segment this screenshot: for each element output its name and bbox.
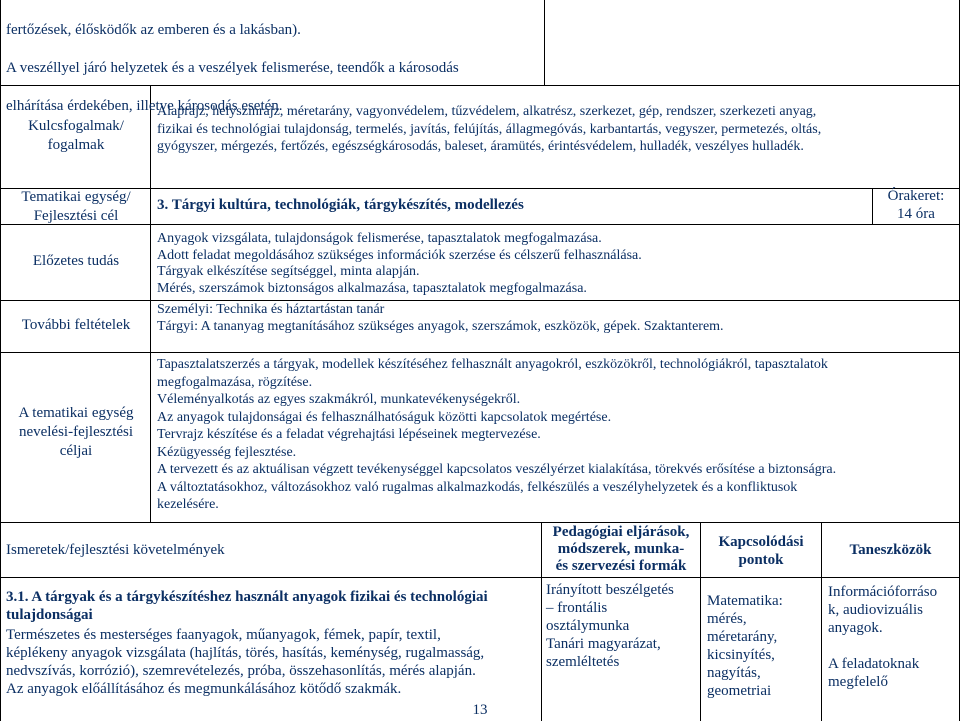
taneszkozok-text: Információforráso k, audiovizuális anyagok. A feladatoknak megfelelő [828,584,938,690]
top-text-line: fertőzések, élősködők az emberen és a lakásban). [6,22,301,38]
orakeret-label: Órakeret: [887,188,945,204]
kapcsolodasi-text: Matematika: mérés, méretarány, kicsinyítés, nagyítás, geometriai [707,593,783,699]
kapcsolodasi-header: Kapcsolódási pontok [718,534,804,568]
tovabbi-label: További feltételek [21,317,131,333]
kulcsfogalmak-label: Kulcsfogalmak/ fogalmak [28,118,124,153]
grid-line [544,0,545,85]
pedagogiai-header: Pedagógiai eljárások, módszerek, munka- és szervezési formák [552,524,690,574]
section-body: Természetes és mesterséges faanyagok, műanyagok, fémek, papír, textil, képlékeny anyagok vizsgálata (hajlítás, törés, hasítás, keménység, rugalmasság, nedvszívás, korrózió), szemrevételezés, próba, összehasonlítás, mérés alapján. Az anyagok előállításához és megmunkálásához kötődő szakmák. [6,627,485,697]
kulcsfogalmak-text: Alaprajz, helyszínrajz, méretarány, vagyonvédelem, tűzvédelem, alkatrész, szerkezet, gép, rendszer, szerkezeti anyag, fizikai és technológiai tulajdonság, termelés, javítás, felújítás, állagmegóvás, karbantartás, vegyszer, permetezés, oltás, gyógyszer, mérgezés, fertőzés, egészségkárosodás, baleset, áramütés, érintésvédelem, hulladék, veszélyes hulladék. [157,104,822,154]
tematikai-label: Tematikai egység/ Fejlesztési cél [21,189,131,224]
pedagogiai-text: Irányított beszélgetés – frontális osztálymunka Tanári magyarázat, szemléltetés [546,582,674,670]
grid-line [0,0,1,721]
grid-line [0,300,960,301]
grid-line [0,522,960,523]
elozetes-text: Anyagok vizsgálata, tulajdonságok felismerése, tapasztalatok megfogalmazása. Adott feladat megoldásához szükséges információk szerzése és célszerű felhasználása. Tárgyak elkészítése segítséggel, minta alapján. Mérés, szerszámok biztonságos alkalmazása, tapasztalatok megfogalmazása. [157,231,642,296]
celjai-label: A tematikai egység nevelési-fejlesztési céljai [18,405,134,459]
grid-line [0,577,960,578]
top-text-line: elhárítása érdekében, illetve károsodás esetén. [6,98,283,114]
top-text-line: A veszéllyel járó helyzetek és a veszélyek felismerése, teendők a károsodás [6,60,459,76]
ismeretek-header: Ismeretek/fejlesztési követelmények [6,542,225,558]
tematikai-title: 3. Tárgyi kultúra, technológiák, tárgykészítés, modellezés [157,197,524,213]
page-number: 13 [472,702,488,718]
grid-line [150,85,151,522]
celjai-text: Tapasztalatszerzés a tárgyak, modellek készítéséhez felhasznált anyagokról, eszközökről, technológiákról, tapasztalatok megfogalmazása, rögzítése. Véleményalkotás az egyes szakmákról, munkatevékenységekről. Az anyagok tulajdonságai és felhasználhatóságuk közötti kapcsolatok megértése. Tervrajz készítése és a feladat végrehajtási lépéseinek megtervezése. Kézügyesség fejlesztése. A tervezett és az aktuálisan végzett tevékenységgel kapcsolatos veszélyérzet kialakítása, törekvés erősítése a biztonságra. A változtatásokhoz, változásokhoz való rugalmas alkalmazkodás, felkészülés a veszélyhelyzetek és a konfliktusok kezelésére. [157,357,837,512]
section-title: 3.1. A tárgyak és a tárgykészítéshez használt anyagok fizikai és technológiai tulajdonságai [6,589,488,623]
tovabbi-text: Személyi: Technika és háztartástan tanár Tárgyi: A tananyag megtanításához szükséges anyagok, szerszámok, eszközök, gépek. Szaktanterem. [157,302,724,334]
orakeret-value: 14 óra [897,206,935,222]
taneszkozok-header: Taneszközök [849,542,932,558]
elozetes-label: Előzetes tudás [32,253,120,269]
grid-line [0,352,960,353]
